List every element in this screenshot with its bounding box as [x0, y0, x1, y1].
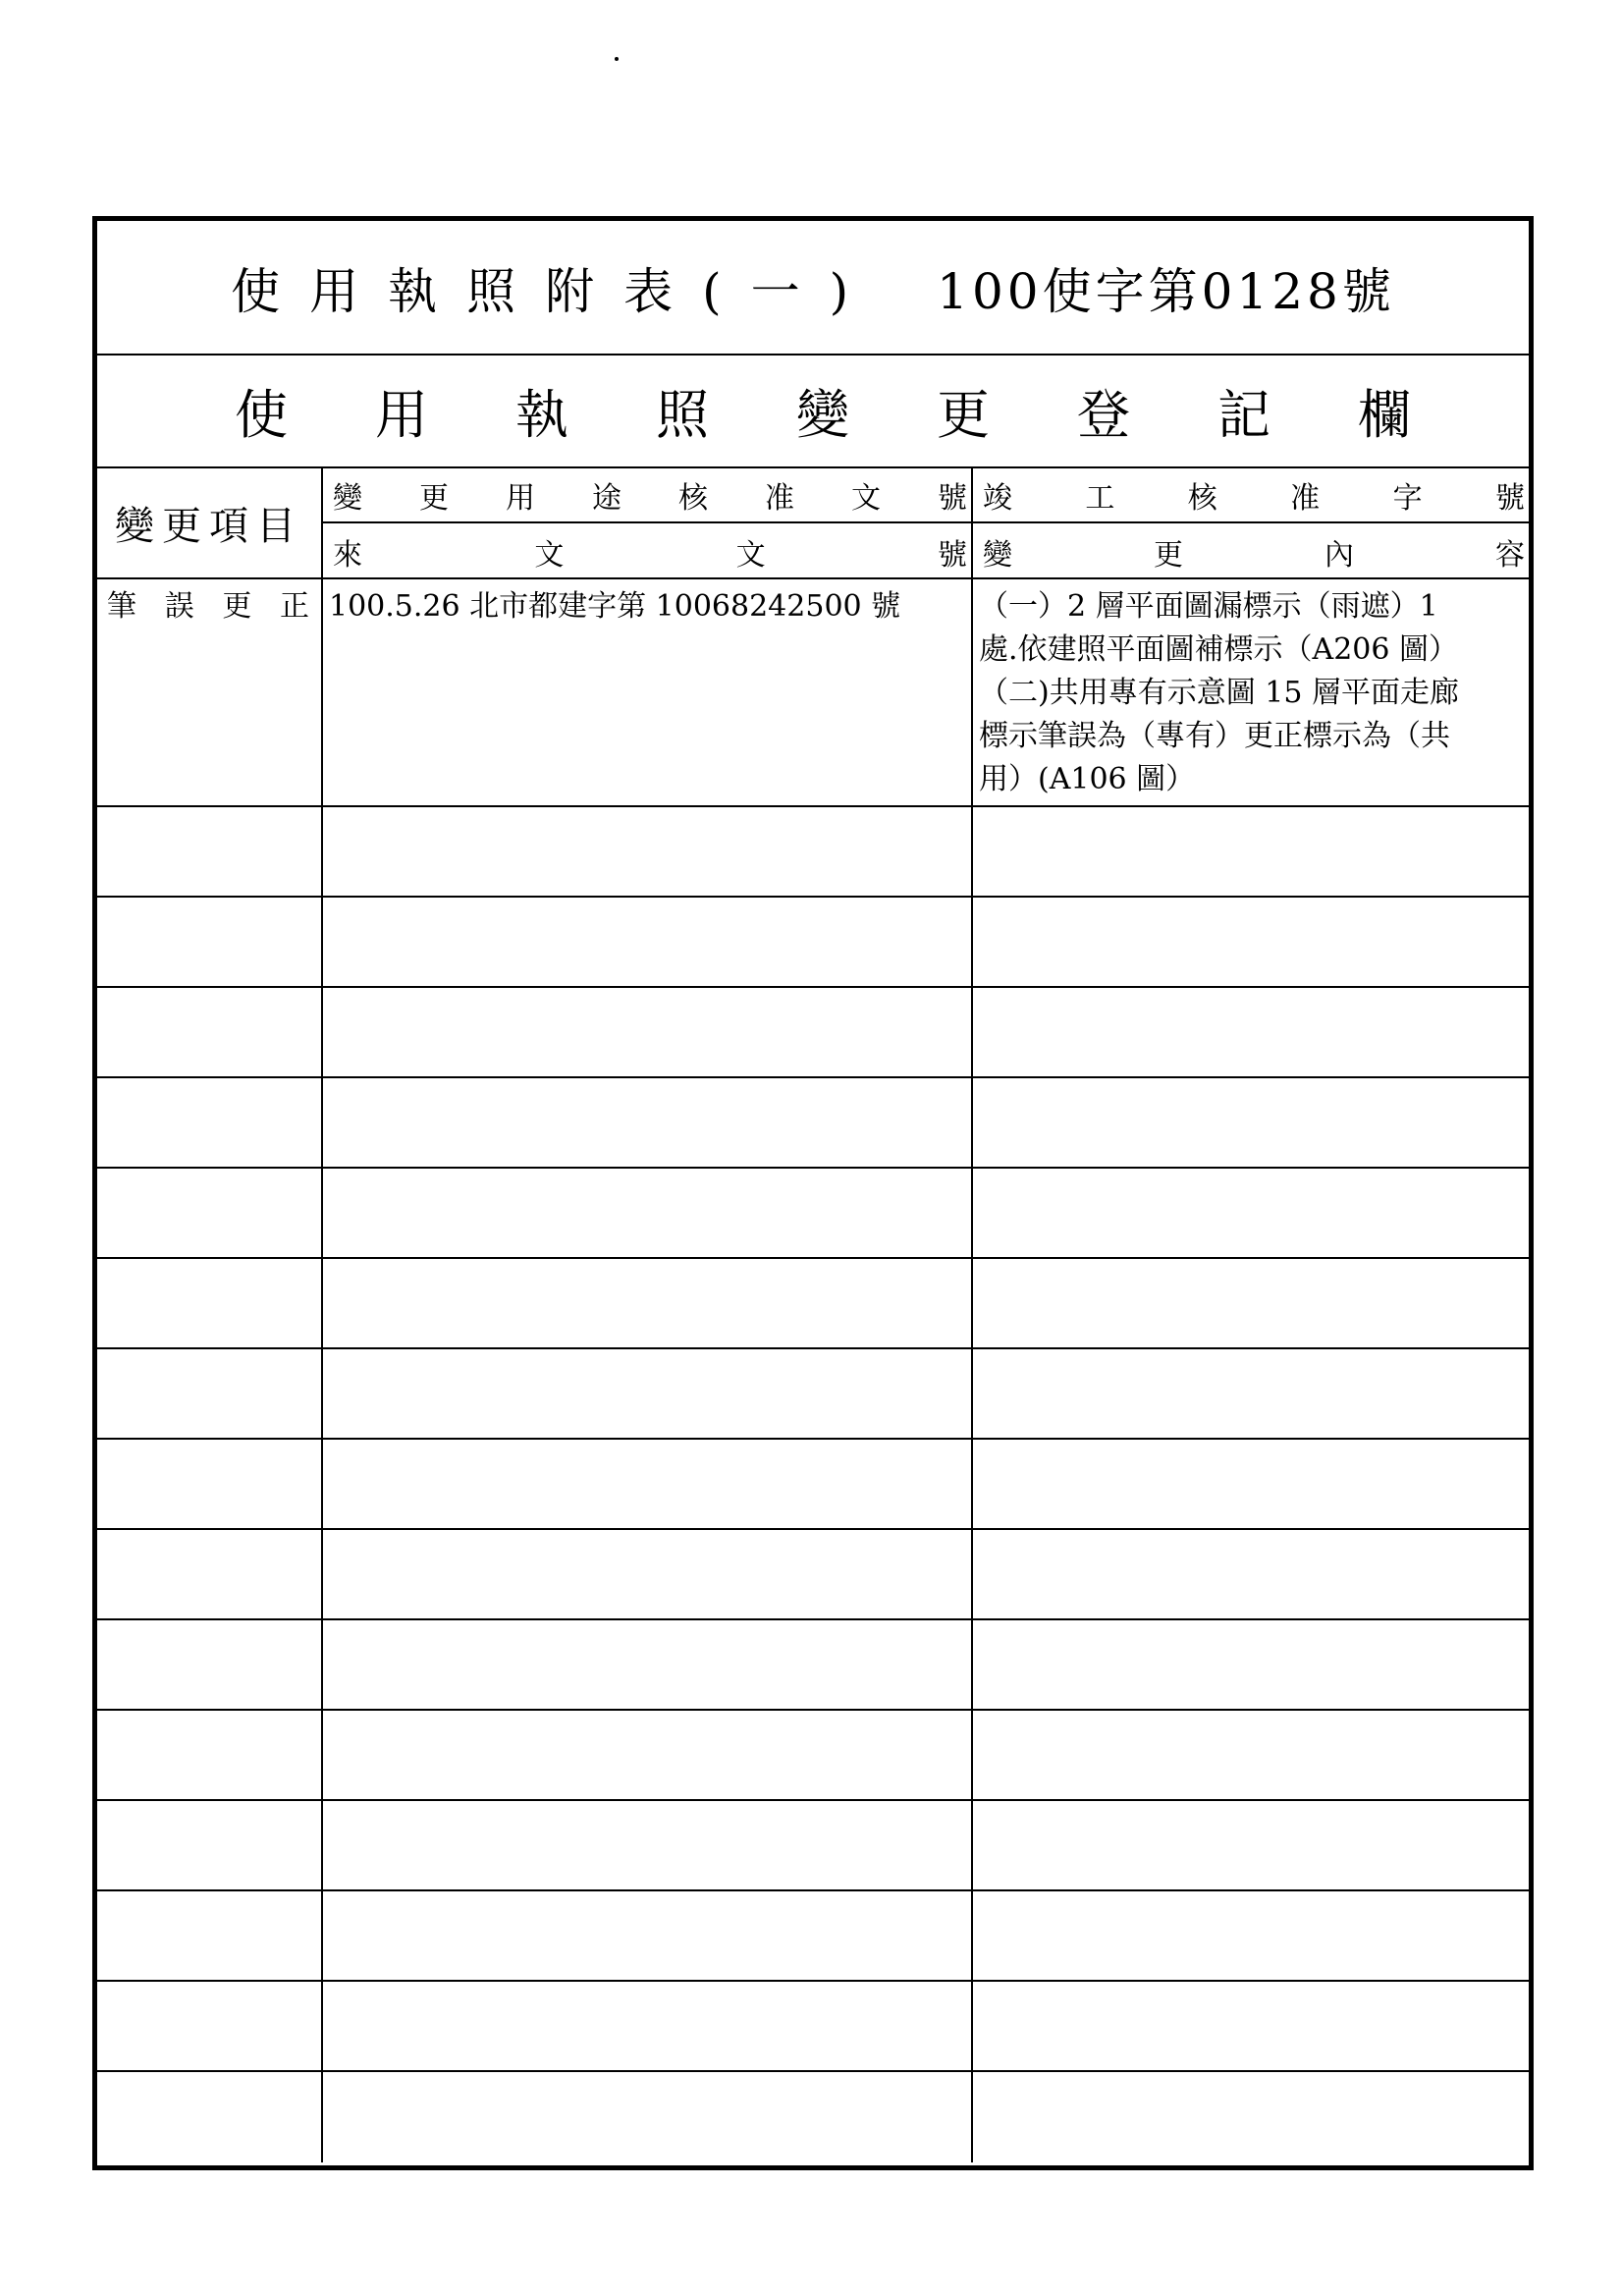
empty-cell [973, 2072, 1529, 2162]
completion-header [973, 468, 1529, 577]
form-title: 使用執照附表(一) [231, 262, 879, 320]
table-header [97, 468, 1529, 579]
change-item-header: 變更項目 [97, 468, 323, 577]
doc-number-cell: 100.5.26 北市都建字第 10068242500 號 [323, 579, 973, 805]
table-row [97, 1259, 1529, 1349]
header-char: 用 [506, 481, 535, 516]
table-row [97, 1982, 1529, 2072]
approval-doc-header-top [323, 468, 971, 523]
empty-cell [97, 1982, 323, 2070]
header-char: 准 [1290, 481, 1321, 516]
empty-cell [973, 1349, 1529, 1438]
content-line: （二)共用專有示意圖 15 層平面走廊 [979, 676, 1459, 710]
empty-cell [973, 1169, 1529, 1257]
header-char: 容 [1495, 538, 1525, 573]
empty-cell [973, 1078, 1529, 1167]
table-row [97, 1801, 1529, 1891]
empty-cell [97, 898, 323, 986]
table-body [97, 579, 1529, 2162]
header-char: 文 [851, 481, 881, 516]
header-char: 號 [937, 538, 967, 573]
empty-cell [973, 1620, 1529, 1709]
empty-cell [973, 1801, 1529, 1889]
section-char: 欄 [1358, 384, 1411, 446]
content-line: （一）2 層平面圖漏標示（雨遮）1 [979, 589, 1438, 624]
change-item-cell [97, 579, 323, 805]
header-char: 字 [1392, 481, 1423, 516]
empty-cell [973, 1711, 1529, 1799]
change-content-cell [973, 579, 1529, 805]
empty-cell [323, 1711, 973, 1799]
section-char: 更 [937, 384, 990, 446]
item-char: 更 [222, 589, 252, 624]
table-row [97, 2072, 1529, 2162]
table-row [97, 1891, 1529, 1982]
empty-cell [323, 1440, 973, 1528]
header-char: 核 [678, 481, 708, 516]
empty-cell [323, 807, 973, 896]
header-char: 變 [983, 538, 1012, 573]
permit-attachment-form [92, 216, 1534, 2170]
header-char: 更 [1154, 538, 1183, 573]
permit-number: 100使字第0128號 [937, 262, 1395, 320]
section-char: 記 [1217, 384, 1270, 446]
empty-cell [973, 807, 1529, 896]
header-char: 文 [534, 538, 565, 573]
empty-cell [97, 1891, 323, 1980]
empty-cell [973, 1440, 1529, 1528]
completion-header-top [973, 468, 1529, 523]
section-char: 變 [796, 384, 849, 446]
empty-cell [323, 1891, 973, 1980]
table-row [97, 579, 1529, 807]
empty-cell [97, 988, 323, 1076]
table-row [97, 807, 1529, 898]
title-row [97, 221, 1529, 355]
approval-doc-header-bottom [323, 524, 971, 579]
content-line: 標示筆誤為（專有）更正標示為（共 [979, 719, 1450, 753]
item-char: 筆 [107, 589, 136, 624]
table-row [97, 898, 1529, 988]
header-char: 文 [735, 538, 766, 573]
empty-cell [323, 988, 973, 1076]
table-row [97, 1169, 1529, 1259]
header-char: 准 [765, 481, 794, 516]
empty-cell [323, 1801, 973, 1889]
header-char: 變 [333, 481, 362, 516]
empty-cell [97, 1349, 323, 1438]
header-char: 號 [938, 481, 967, 516]
header-char: 竣 [983, 481, 1012, 516]
header-char: 途 [592, 481, 621, 516]
section-char: 用 [375, 384, 428, 446]
section-char: 使 [235, 384, 288, 446]
completion-header-bottom [973, 524, 1529, 579]
section-heading [97, 355, 1529, 468]
empty-cell [323, 1530, 973, 1618]
empty-cell [323, 1259, 973, 1347]
empty-cell [97, 1801, 323, 1889]
table-row [97, 1530, 1529, 1620]
section-char: 執 [515, 384, 568, 446]
empty-cell [97, 2072, 323, 2162]
content-line: 用）(A106 圖） [979, 762, 1196, 796]
empty-cell [323, 2072, 973, 2162]
header-char: 核 [1187, 481, 1217, 516]
table-row [97, 1711, 1529, 1801]
empty-cell [97, 1078, 323, 1167]
empty-cell [323, 1982, 973, 2070]
section-char: 照 [656, 384, 709, 446]
content-line: 處.依建照平面圖補標示（A206 圖） [979, 632, 1458, 667]
empty-cell [97, 1530, 323, 1618]
empty-cell [323, 1169, 973, 1257]
empty-cell [97, 1259, 323, 1347]
header-char: 更 [419, 481, 449, 516]
empty-cell [973, 898, 1529, 986]
section-char: 登 [1077, 384, 1130, 446]
empty-cell [973, 1982, 1529, 2070]
table-row [97, 1349, 1529, 1440]
table-row [97, 1078, 1529, 1169]
empty-cell [973, 988, 1529, 1076]
item-char: 誤 [164, 589, 194, 624]
empty-cell [97, 1169, 323, 1257]
item-char: 正 [279, 589, 309, 624]
table-row [97, 1620, 1529, 1711]
empty-cell [323, 898, 973, 986]
empty-cell [323, 1620, 973, 1709]
empty-cell [323, 1349, 973, 1438]
scan-speck [615, 57, 619, 61]
approval-doc-header [323, 468, 973, 577]
empty-cell [97, 1440, 323, 1528]
empty-cell [973, 1530, 1529, 1618]
empty-cell [323, 1078, 973, 1167]
header-char: 號 [1494, 481, 1525, 516]
change-item-label [107, 585, 309, 629]
empty-cell [97, 1711, 323, 1799]
table-row [97, 988, 1529, 1078]
table-row [97, 1440, 1529, 1530]
header-char: 內 [1324, 538, 1354, 573]
empty-cell [973, 1891, 1529, 1980]
empty-cell [97, 1620, 323, 1709]
header-char: 工 [1085, 481, 1115, 516]
header-char: 來 [333, 538, 362, 573]
empty-cell [973, 1259, 1529, 1347]
empty-cell [97, 807, 323, 896]
